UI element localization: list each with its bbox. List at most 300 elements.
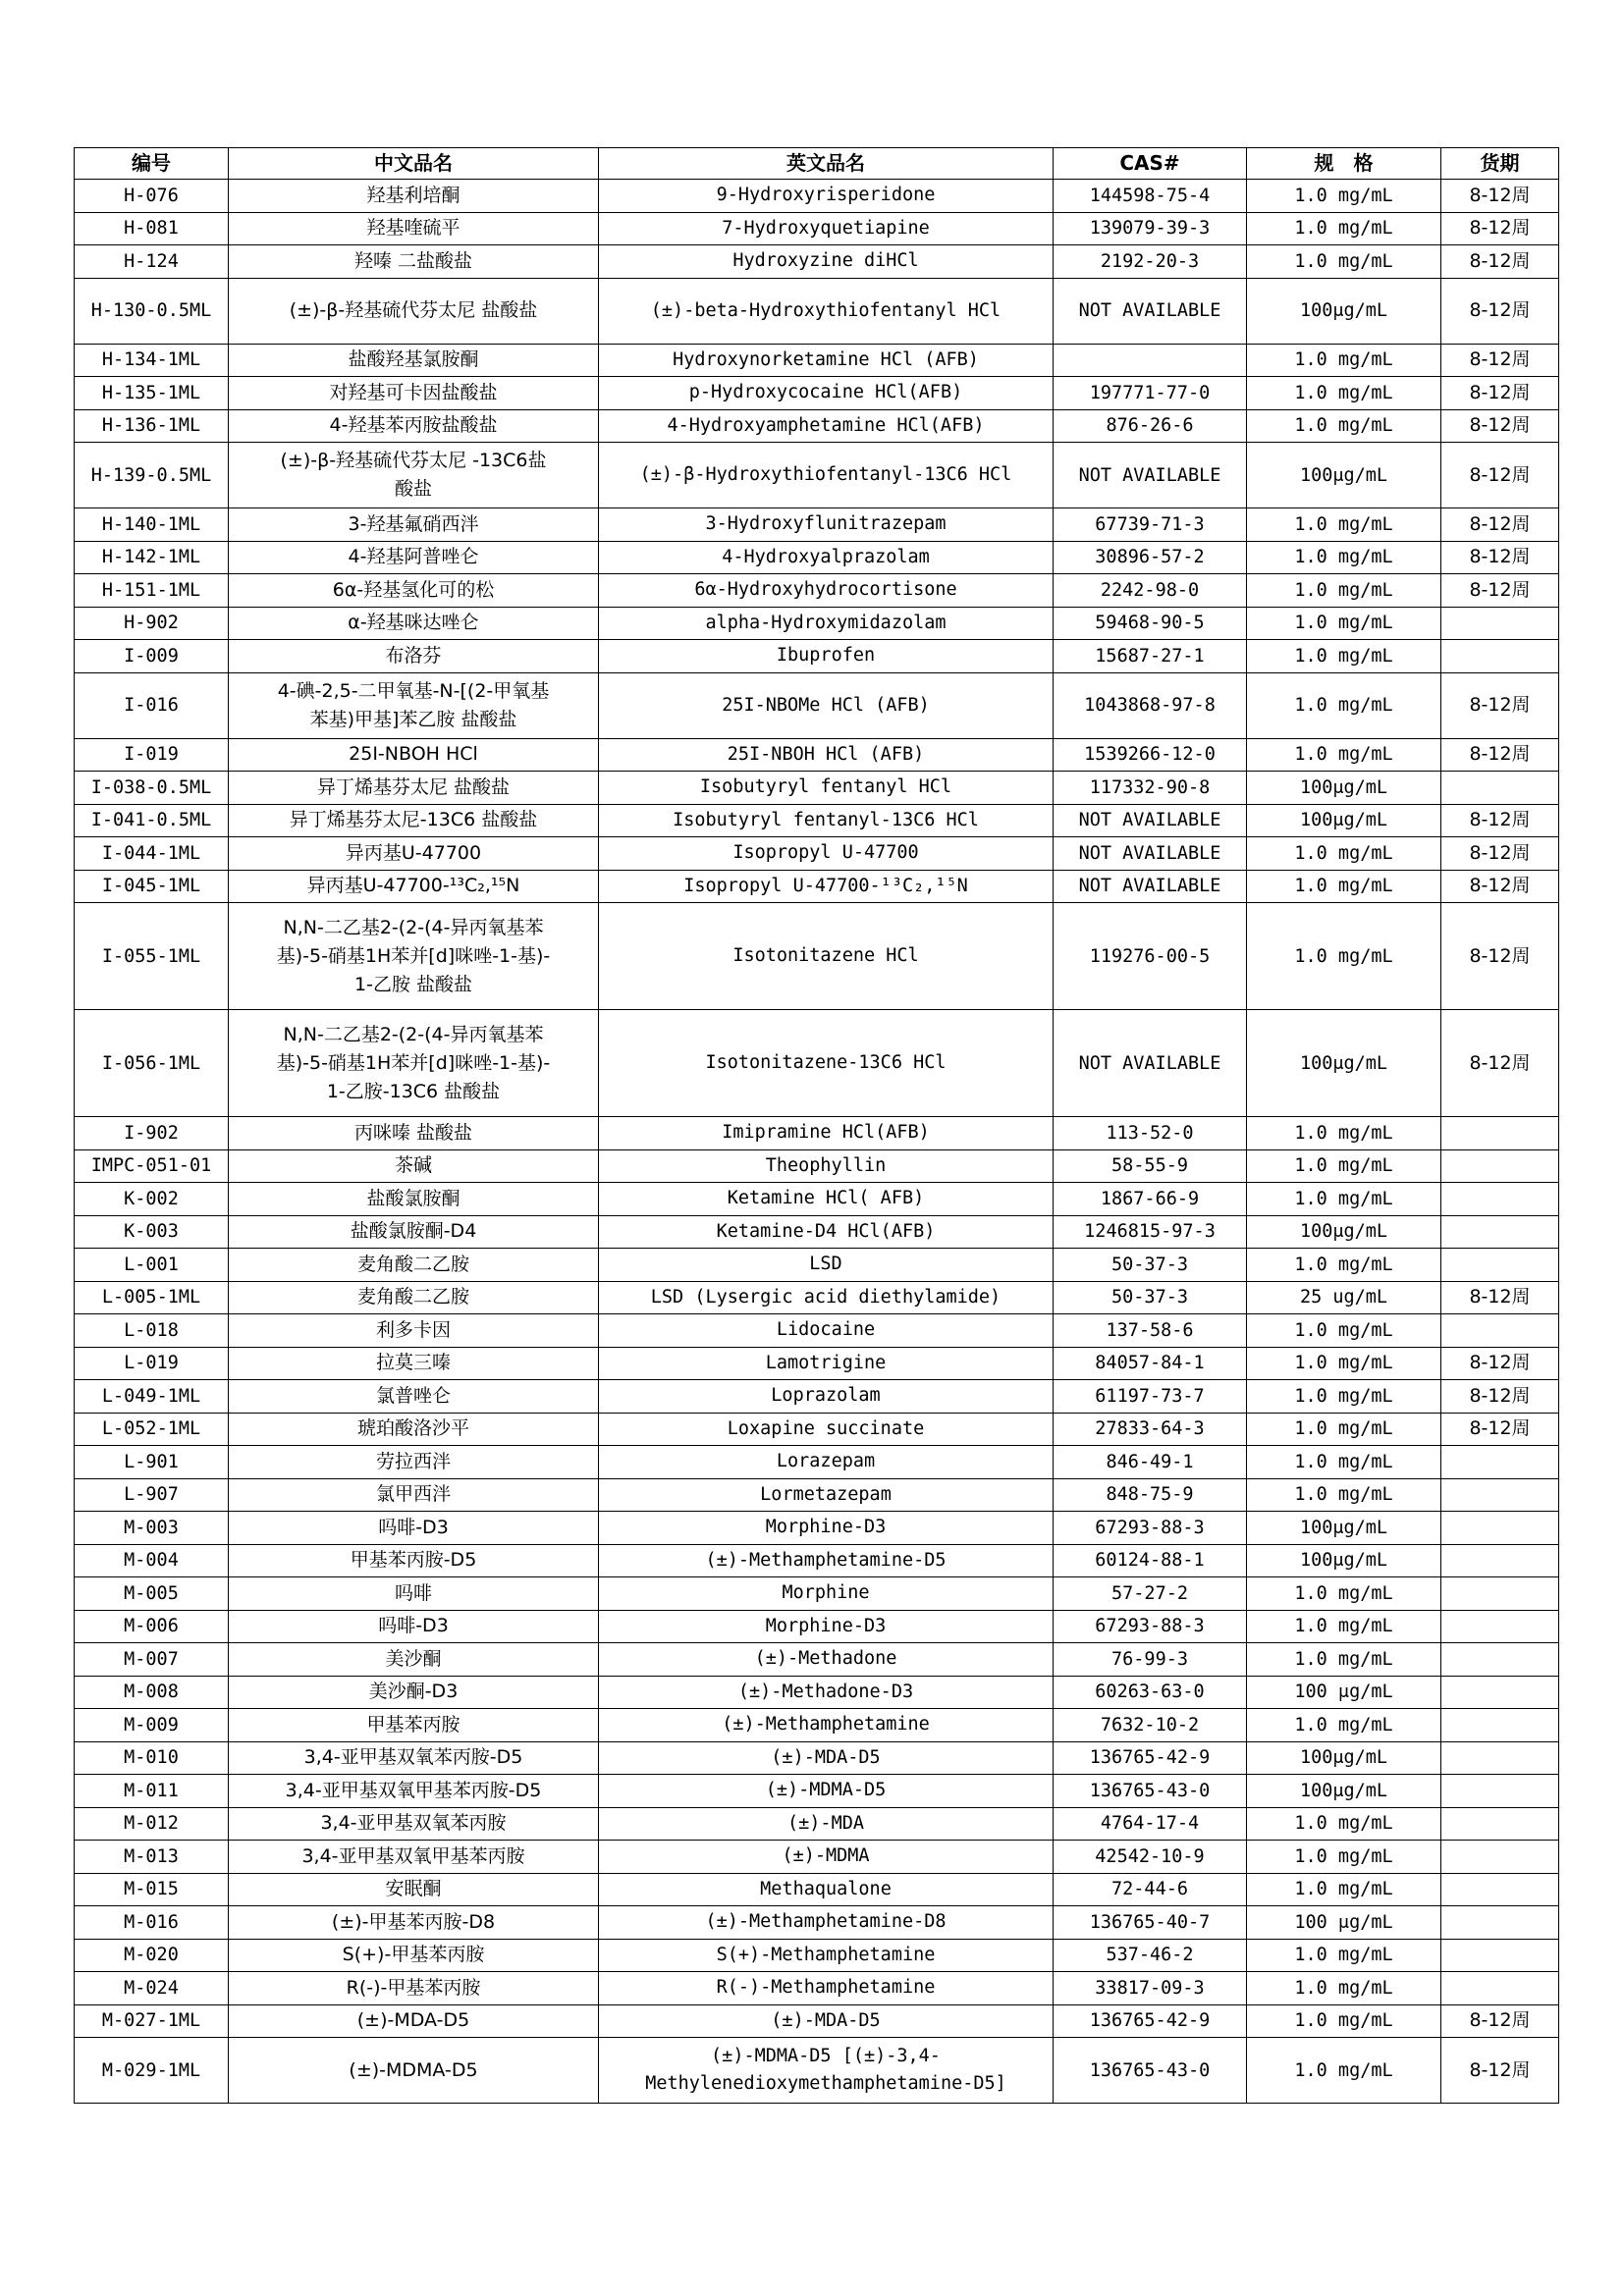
cell-english-name <box>599 1380 1054 1414</box>
cell-spec <box>1247 1117 1441 1150</box>
cell-english-name <box>599 1149 1054 1183</box>
cell-chinese-name <box>229 1577 599 1611</box>
cell-spec-text: 1.0 mg/mL <box>1294 1977 1393 1999</box>
cell-lead-time <box>1441 1446 1559 1479</box>
table-row <box>75 1249 1559 1282</box>
cell-english-name-text: Morphine-D3 <box>765 1517 887 1538</box>
cell-spec <box>1247 804 1441 837</box>
cell-spec <box>1247 1972 1441 2005</box>
cell-code-text: IMPC-051-01 <box>90 1155 212 1177</box>
cell-spec-text: 1.0 mg/mL <box>1294 349 1393 371</box>
cell-spec <box>1247 1807 1441 1841</box>
cell-chinese-name <box>229 1183 599 1216</box>
cell-cas-text: 846-49-1 <box>1106 1451 1194 1472</box>
cell-cas-text: NOT AVAILABLE <box>1078 464 1221 486</box>
cell-chinese-name-text: 4-碘-2,5-二甲氧基-N-[(2-甲氧基 苯基)甲基]苯乙胺 盐酸盐 <box>277 679 550 730</box>
cell-english-name-text: Lorazepam <box>776 1451 876 1472</box>
cell-lead-time <box>1441 1544 1559 1577</box>
cell-lead-time <box>1441 903 1559 1010</box>
cell-chinese-name <box>229 278 599 344</box>
cell-spec <box>1247 1010 1441 1117</box>
cell-lead-time-text: 8-12周 <box>1469 546 1531 568</box>
cell-english-name <box>599 1478 1054 1512</box>
cell-english-name <box>599 409 1054 443</box>
cell-lead-time <box>1441 2038 1559 2104</box>
cell-spec <box>1247 772 1441 805</box>
cell-spec-text: 1.0 mg/mL <box>1294 579 1393 601</box>
cell-cas-text: NOT AVAILABLE <box>1078 300 1221 321</box>
cell-code-text: M-013 <box>124 1845 179 1867</box>
cell-spec <box>1247 409 1441 443</box>
cell-english-name-text: LSD <box>809 1254 842 1275</box>
cell-cas-text: 84057-84-1 <box>1095 1353 1205 1374</box>
cell-english-name-text: (±)-MDA-D5 <box>771 2009 881 2031</box>
cell-english-name-text: Morphine <box>782 1582 870 1604</box>
cell-lead-time <box>1441 1939 1559 1972</box>
cell-code <box>75 1939 229 1972</box>
cell-spec <box>1247 1873 1441 1906</box>
cell-code <box>75 409 229 443</box>
cell-cas <box>1054 344 1247 377</box>
table-header <box>75 148 1559 180</box>
cell-code <box>75 212 229 245</box>
cell-cas-text: 67293-88-3 <box>1095 1616 1205 1637</box>
cell-lead-time-text: 8-12周 <box>1469 512 1531 535</box>
cell-english-name <box>599 1117 1054 1150</box>
cell-chinese-name-text: 盐酸氯胺酮-D4 <box>350 1220 477 1243</box>
cell-lead-time <box>1441 1413 1559 1446</box>
cell-english-name-text: Lormetazepam <box>760 1483 892 1505</box>
cell-english-name-text: alpha-Hydroxymidazolam <box>705 612 947 633</box>
cell-spec-text: 1.0 mg/mL <box>1294 945 1393 967</box>
cell-spec-text: 1.0 mg/mL <box>1294 382 1393 403</box>
cell-code <box>75 772 229 805</box>
cell-spec-text: 100 μg/mL <box>1294 1682 1393 1703</box>
cell-cas-text: 2242-98-0 <box>1100 579 1200 601</box>
cell-chinese-name <box>229 508 599 542</box>
table-row <box>75 508 1559 542</box>
cell-spec-text: 100μg/mL <box>1299 464 1388 486</box>
cell-lead-time-text: 8-12周 <box>1469 217 1531 240</box>
cell-cas <box>1054 1610 1247 1643</box>
cell-lead-time-text: 8-12周 <box>1469 2009 1531 2032</box>
cell-code-text: K-002 <box>124 1188 179 1209</box>
cell-chinese-name-text: R(-)-甲基苯丙胺 <box>346 1976 481 1999</box>
cell-code-text: I-009 <box>124 645 179 667</box>
cell-cas <box>1054 640 1247 673</box>
cell-code <box>75 1676 229 1709</box>
cell-english-name-text: 25I-NBOH HCl (AFB) <box>727 743 925 765</box>
cell-lead-time <box>1441 1873 1559 1906</box>
cell-cas <box>1054 180 1247 213</box>
table-row <box>75 377 1559 410</box>
cell-chinese-name-text: 4-羟基阿普唑仑 <box>348 546 479 568</box>
cell-code <box>75 640 229 673</box>
cell-code-text: H-076 <box>124 185 179 206</box>
cell-code-text: L-001 <box>124 1254 179 1275</box>
cell-chinese-name-text: α-羟基咪达唑仑 <box>348 612 479 634</box>
cell-chinese-name-text: N,N-二乙基2-(2-(4-异丙氧基苯 基)-5-硝基1H苯并[d]咪唑-1-基)- 1-乙胺-13C6 盐酸盐 <box>276 1023 551 1102</box>
cell-english-name-text: (±)-Methamphetamine-D8 <box>705 1911 947 1933</box>
cell-chinese-name <box>229 180 599 213</box>
cell-lead-time-text: 8-12周 <box>1469 875 1531 897</box>
table-row <box>75 672 1559 738</box>
cell-spec-text: 1.0 mg/mL <box>1294 1319 1393 1341</box>
cell-chinese-name-text: 3,4-亚甲基双氧甲基苯丙胺-D5 <box>285 1779 542 1801</box>
table-row <box>75 1775 1559 1808</box>
cell-code-text: H-139-0.5ML <box>90 464 212 486</box>
cell-chinese-name-text: S(+)-甲基苯丙胺 <box>342 1944 485 1966</box>
cell-english-name <box>599 870 1054 903</box>
cell-code-text: I-038-0.5ML <box>90 776 212 798</box>
cell-cas-text: 197771-77-0 <box>1089 382 1211 403</box>
cell-chinese-name-text: 羟基利培酮 <box>366 184 460 206</box>
cell-english-name-text: 25I-NBOMe HCl (AFB) <box>722 694 930 716</box>
cell-english-name <box>599 278 1054 344</box>
cell-cas-text: 1867-66-9 <box>1100 1188 1200 1209</box>
cell-spec-text: 1.0 mg/mL <box>1294 547 1393 568</box>
cell-code-text: M-027-1ML <box>101 2010 201 2032</box>
cell-english-name <box>599 804 1054 837</box>
cell-english-name <box>599 1939 1054 1972</box>
cell-cas <box>1054 1478 1247 1512</box>
cell-spec-text: 1.0 mg/mL <box>1294 415 1393 437</box>
cell-cas-text: 30896-57-2 <box>1095 547 1205 568</box>
table-row <box>75 772 1559 805</box>
cell-cas <box>1054 1413 1247 1446</box>
cell-code-text: M-010 <box>124 1747 179 1769</box>
cell-code-text: M-029-1ML <box>101 2059 201 2081</box>
cell-spec-text: 1.0 mg/mL <box>1294 1616 1393 1637</box>
cell-chinese-name-text: 氯甲西泮 <box>375 1483 451 1506</box>
cell-spec <box>1247 1643 1441 1677</box>
cell-spec <box>1247 1446 1441 1479</box>
cell-english-name <box>599 903 1054 1010</box>
cell-cas <box>1054 1807 1247 1841</box>
cell-code <box>75 1906 229 1940</box>
cell-cas-text: 72-44-6 <box>1111 1879 1188 1900</box>
cell-english-name <box>599 344 1054 377</box>
cell-cas <box>1054 1577 1247 1611</box>
cell-cas-text: 876-26-6 <box>1106 415 1194 437</box>
cell-code-text: M-003 <box>124 1517 179 1538</box>
cell-spec <box>1247 1380 1441 1414</box>
cell-english-name-text: Imipramine HCl(AFB) <box>722 1122 930 1144</box>
cell-cas-text: 27833-64-3 <box>1095 1418 1205 1440</box>
cell-code <box>75 344 229 377</box>
cell-cas <box>1054 1643 1247 1677</box>
cell-lead-time <box>1441 1215 1559 1249</box>
cell-lead-time-text: 8-12周 <box>1469 743 1531 766</box>
cell-chinese-name <box>229 870 599 903</box>
cell-chinese-name <box>229 1478 599 1512</box>
cell-spec-text: 1.0 mg/mL <box>1294 2010 1393 2032</box>
cell-chinese-name <box>229 2038 599 2104</box>
column-header-code: 编号 <box>75 148 229 180</box>
cell-spec-text: 1.0 mg/mL <box>1294 1188 1393 1209</box>
cell-chinese-name-text: 3-羟基氟硝西泮 <box>348 512 479 535</box>
cell-spec <box>1247 1906 1441 1940</box>
cell-code-text: I-044-1ML <box>101 842 201 864</box>
cell-chinese-name-text: 吗啡 <box>394 1581 432 1604</box>
column-header-spec: 规 格 <box>1247 148 1441 180</box>
cell-cas <box>1054 278 1247 344</box>
cell-chinese-name-text: 甲基苯丙胺 <box>366 1713 460 1735</box>
cell-code <box>75 1117 229 1150</box>
cell-cas-text: 50-37-3 <box>1111 1287 1188 1308</box>
cell-cas-text: 15687-27-1 <box>1095 645 1205 667</box>
cell-cas <box>1054 1972 1247 2005</box>
cell-chinese-name-text: 异丙基U-47700-¹³C₂,¹⁵N <box>306 875 520 897</box>
cell-code-text: H-134-1ML <box>101 349 201 371</box>
cell-lead-time <box>1441 1478 1559 1512</box>
table-row <box>75 443 1559 508</box>
cell-chinese-name-text: 盐酸氯胺酮 <box>366 1187 460 1209</box>
cell-chinese-name <box>229 1010 599 1117</box>
cell-lead-time <box>1441 1807 1559 1841</box>
cell-chinese-name-text: 利多卡因 <box>375 1318 451 1341</box>
cell-chinese-name <box>229 738 599 772</box>
table-row <box>75 1117 1559 1150</box>
cell-lead-time-text: 8-12周 <box>1469 809 1531 831</box>
table-body <box>75 180 1559 2104</box>
cell-lead-time-text: 8-12周 <box>1469 1417 1531 1440</box>
cell-chinese-name <box>229 1314 599 1348</box>
cell-cas <box>1054 1314 1247 1348</box>
cell-spec <box>1247 574 1441 608</box>
cell-english-name-text: Loprazolam <box>771 1385 881 1407</box>
cell-cas-text: 1043868-97-8 <box>1084 695 1216 716</box>
cell-code <box>75 837 229 871</box>
cell-code-text: H-135-1ML <box>101 382 201 403</box>
cell-english-name-text: (±)-Methadone <box>754 1648 897 1670</box>
table-row <box>75 409 1559 443</box>
cell-chinese-name <box>229 1972 599 2005</box>
cell-spec-text: 25 ug/mL <box>1299 1287 1388 1308</box>
cell-chinese-name <box>229 1117 599 1150</box>
cell-chinese-name <box>229 1643 599 1677</box>
cell-spec <box>1247 1314 1441 1348</box>
cell-english-name-text: (±)-beta-Hydroxythiofentanyl HCl <box>650 299 1001 321</box>
cell-english-name <box>599 607 1054 640</box>
cell-chinese-name <box>229 837 599 871</box>
cell-code <box>75 1709 229 1742</box>
cell-spec <box>1247 1149 1441 1183</box>
cell-lead-time-text: 8-12周 <box>1469 414 1531 437</box>
cell-english-name <box>599 1972 1054 2005</box>
cell-lead-time <box>1441 344 1559 377</box>
cell-spec-text: 1.0 mg/mL <box>1294 876 1393 897</box>
cell-spec-text: 100μg/mL <box>1299 1517 1388 1538</box>
table-row <box>75 1149 1559 1183</box>
header-row <box>75 148 1559 180</box>
cell-lead-time <box>1441 870 1559 903</box>
table-row <box>75 1807 1559 1841</box>
cell-code-text: H-142-1ML <box>101 547 201 568</box>
cell-english-name <box>599 377 1054 410</box>
cell-lead-time-text: 8-12周 <box>1469 463 1531 486</box>
cell-cas-text: 58-55-9 <box>1111 1155 1188 1177</box>
cell-english-name <box>599 2038 1054 2104</box>
cell-chinese-name-text: 4-羟基苯丙胺盐酸盐 <box>329 414 498 437</box>
cell-chinese-name <box>229 443 599 508</box>
cell-cas <box>1054 212 1247 245</box>
cell-spec <box>1247 278 1441 344</box>
cell-cas-text: 4764-17-4 <box>1100 1813 1200 1835</box>
cell-english-name <box>599 1873 1054 1906</box>
cell-spec-text: 1.0 mg/mL <box>1294 2059 1393 2081</box>
cell-lead-time <box>1441 1010 1559 1117</box>
cell-chinese-name-text: 3,4-亚甲基双氧甲基苯丙胺 <box>301 1844 525 1867</box>
cell-cas-text: 76-99-3 <box>1111 1648 1188 1670</box>
cell-code <box>75 1972 229 2005</box>
cell-lead-time <box>1441 508 1559 542</box>
table-row <box>75 1512 1559 1545</box>
cell-cas-text: 33817-09-3 <box>1095 1977 1205 1999</box>
cell-cas <box>1054 245 1247 279</box>
cell-spec <box>1247 2004 1441 2038</box>
cell-cas <box>1054 2004 1247 2038</box>
cell-lead-time <box>1441 1906 1559 1940</box>
cell-cas <box>1054 443 1247 508</box>
table-row <box>75 870 1559 903</box>
table-row <box>75 1841 1559 1874</box>
cell-spec-text: 1.0 mg/mL <box>1294 1845 1393 1867</box>
cell-code <box>75 1215 229 1249</box>
cell-chinese-name <box>229 1709 599 1742</box>
cell-chinese-name-text: 6α-羟基氢化可的松 <box>332 578 495 601</box>
cell-english-name <box>599 1215 1054 1249</box>
cell-chinese-name <box>229 377 599 410</box>
table-row <box>75 640 1559 673</box>
cell-chinese-name-text: 羟基喹硫平 <box>366 217 460 240</box>
cell-spec-text: 1.0 mg/mL <box>1294 1451 1393 1472</box>
cell-lead-time <box>1441 574 1559 608</box>
column-header-cas: CAS# <box>1054 148 1247 180</box>
cell-english-name-text: (±)-Methadone-D3 <box>737 1681 914 1702</box>
table-row <box>75 1643 1559 1677</box>
cell-chinese-name <box>229 344 599 377</box>
cell-chinese-name <box>229 1906 599 1940</box>
cell-spec-text: 1.0 mg/mL <box>1294 1155 1393 1177</box>
cell-lead-time <box>1441 278 1559 344</box>
cell-code-text: I-041-0.5ML <box>90 810 212 831</box>
cell-spec-text: 100μg/mL <box>1299 776 1388 798</box>
cell-code-text: M-011 <box>124 1780 179 1801</box>
cell-english-name-text: R(-)-Methamphetamine <box>716 1977 936 1999</box>
cell-code <box>75 541 229 574</box>
cell-cas <box>1054 2038 1247 2104</box>
cell-cas <box>1054 1906 1247 1940</box>
cell-code <box>75 1478 229 1512</box>
cell-chinese-name <box>229 804 599 837</box>
table-row <box>75 574 1559 608</box>
cell-lead-time <box>1441 443 1559 508</box>
cell-code-text: I-055-1ML <box>101 945 201 967</box>
cell-lead-time <box>1441 837 1559 871</box>
cell-chinese-name-text: 羟嗪 二盐酸盐 <box>353 249 473 272</box>
cell-code <box>75 1446 229 1479</box>
cell-english-name <box>599 1709 1054 1742</box>
cell-code <box>75 1380 229 1414</box>
cell-english-name-text: Methaqualone <box>760 1878 892 1899</box>
cell-code <box>75 1775 229 1808</box>
cell-english-name-text: 9-Hydroxyrisperidone <box>716 185 936 206</box>
cell-cas <box>1054 574 1247 608</box>
cell-english-name-text: Hydroxynorketamine HCl (AFB) <box>673 348 979 370</box>
cell-spec-text: 1.0 mg/mL <box>1294 1879 1393 1900</box>
cell-code-text: M-020 <box>124 1945 179 1966</box>
cell-code-text: H-140-1ML <box>101 513 201 535</box>
cell-code-text: I-016 <box>124 695 179 716</box>
cell-cas <box>1054 772 1247 805</box>
cell-spec <box>1247 1610 1441 1643</box>
cell-cas-text: 50-37-3 <box>1111 1254 1188 1275</box>
cell-english-name <box>599 1610 1054 1643</box>
cell-chinese-name <box>229 1807 599 1841</box>
cell-code-text: L-901 <box>124 1451 179 1472</box>
cell-code <box>75 180 229 213</box>
cell-code <box>75 1873 229 1906</box>
cell-spec-text: 1.0 mg/mL <box>1294 1353 1393 1374</box>
cell-spec-text: 1.0 mg/mL <box>1294 185 1393 206</box>
table-row <box>75 1183 1559 1216</box>
cell-english-name <box>599 1741 1054 1775</box>
cell-english-name-text: p-Hydroxycocaine HCl(AFB) <box>688 382 963 403</box>
table-row <box>75 212 1559 245</box>
cell-spec <box>1247 245 1441 279</box>
cell-chinese-name <box>229 640 599 673</box>
cell-english-name <box>599 772 1054 805</box>
cell-chinese-name-text: 麦角酸二乙胺 <box>356 1286 469 1308</box>
cell-lead-time <box>1441 772 1559 805</box>
cell-english-name-text: Theophyllin <box>765 1154 887 1176</box>
cell-chinese-name-text: 对羟基可卡因盐酸盐 <box>329 381 498 403</box>
column-header-english-name: 英文品名 <box>599 148 1054 180</box>
cell-code-text: K-003 <box>124 1221 179 1243</box>
cell-spec-text: 1.0 mg/mL <box>1294 1582 1393 1604</box>
cell-english-name-text: Lamotrigine <box>765 1352 887 1373</box>
cell-cas <box>1054 1215 1247 1249</box>
cell-lead-time-text: 8-12周 <box>1469 249 1531 272</box>
cell-code-text: L-018 <box>124 1319 179 1341</box>
cell-spec <box>1247 607 1441 640</box>
cell-spec <box>1247 1577 1441 1611</box>
cell-spec <box>1247 344 1441 377</box>
cell-lead-time <box>1441 1643 1559 1677</box>
cell-chinese-name <box>229 672 599 738</box>
cell-chinese-name <box>229 903 599 1010</box>
cell-code <box>75 1249 229 1282</box>
cell-code-text: H-151-1ML <box>101 579 201 601</box>
table-row <box>75 1380 1559 1414</box>
cell-code <box>75 508 229 542</box>
cell-spec <box>1247 1215 1441 1249</box>
cell-cas-text: 42542-10-9 <box>1095 1845 1205 1867</box>
cell-chinese-name <box>229 1215 599 1249</box>
cell-code-text: H-902 <box>124 613 179 634</box>
cell-code <box>75 1643 229 1677</box>
cell-lead-time <box>1441 1183 1559 1216</box>
cell-english-name <box>599 672 1054 738</box>
cell-english-name-text: Isotonitazene-13C6 HCl <box>705 1052 947 1073</box>
cell-code <box>75 1741 229 1775</box>
cell-lead-time-text: 8-12周 <box>1469 1286 1531 1308</box>
cell-chinese-name <box>229 1249 599 1282</box>
cell-chinese-name <box>229 1939 599 1972</box>
cell-spec <box>1247 508 1441 542</box>
cell-spec-text: 100μg/mL <box>1299 810 1388 831</box>
